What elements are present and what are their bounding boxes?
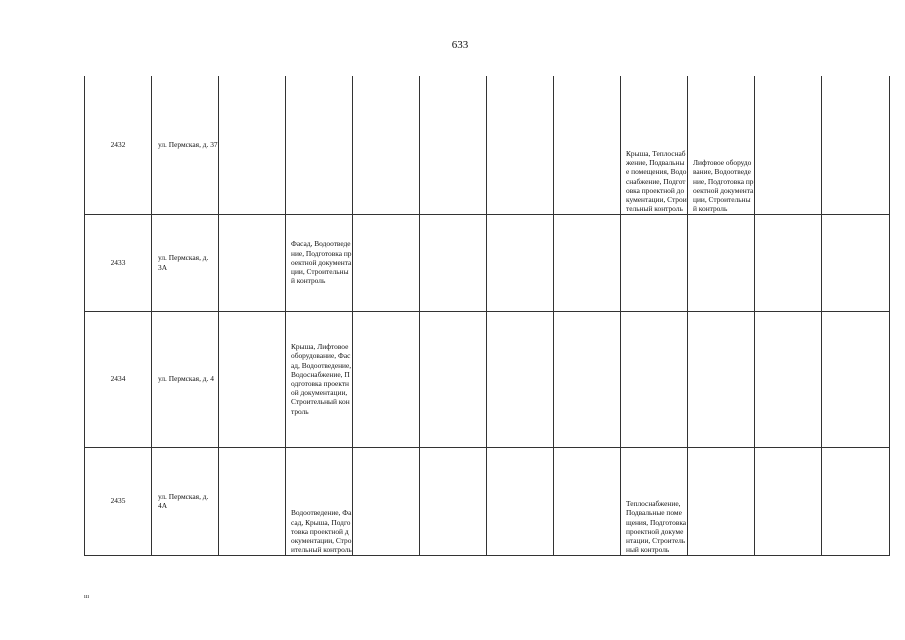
row-number: 2433 [85,214,152,311]
works-cell: Фасад, Водоотведение, Подготовка проектной документации, Строительный контроль [286,214,353,311]
empty-cell [420,311,487,447]
address-cell: ул. Пермская, д. 4 [152,311,219,447]
works-cell: Крыша, Теплоснабжение, Подвальные помещения, Водоснабжение, Подготовка проектной документации, Строительный контроль [621,76,688,214]
works-cell: Теплоснабжение, Подвальные помещения, Подготовка проектной документации, Строительный контроль [621,447,688,555]
empty-cell [487,311,554,447]
table-row [85,214,890,311]
empty-cell [755,447,822,555]
empty-cell [420,214,487,311]
address-cell: ул. Пермская, д. 4А [152,447,219,555]
empty-cell [822,76,890,214]
empty-cell [353,76,420,214]
empty-cell [755,311,822,447]
empty-cell [219,311,286,447]
works-cell [688,214,755,311]
works-cell [688,447,755,555]
empty-cell [420,447,487,555]
empty-cell [219,76,286,214]
empty-cell [554,76,621,214]
table-row [85,76,890,214]
empty-cell [554,447,621,555]
row-number: 2435 [85,447,152,555]
table-row [85,447,890,555]
empty-cell [755,76,822,214]
address-cell: ул. Пермская, д. 37 [152,76,219,214]
works-cell: Крыша, Лифтовое оборудование, Фасад, Водоотведение, Водоснабжение, Подготовка проектной документации, Строительный контроль [286,311,353,447]
empty-cell [822,214,890,311]
works-cell: Водоотведение, Фасад, Крыша, Подготовка проектной документации, Строительный контроль [286,447,353,555]
footer-mark: ııı [84,594,90,600]
row-number: 2432 [85,76,152,214]
works-cell: Лифтовое оборудование, Водоотведение, Подготовка проектной документации, Строительный контроль [688,76,755,214]
empty-cell [487,447,554,555]
empty-cell [755,214,822,311]
works-cell [621,311,688,447]
row-number: 2434 [85,311,152,447]
works-cell [688,311,755,447]
empty-cell [487,214,554,311]
empty-cell [487,76,554,214]
empty-cell [822,311,890,447]
empty-cell [353,214,420,311]
address-cell: ул. Пермская, д. 3А [152,214,219,311]
empty-cell [554,214,621,311]
repair-schedule-table [84,76,890,556]
empty-cell [219,447,286,555]
works-cell [286,76,353,214]
empty-cell [420,76,487,214]
works-cell [621,214,688,311]
empty-cell [353,447,420,555]
empty-cell [219,214,286,311]
empty-cell [554,311,621,447]
table-row [85,311,890,447]
empty-cell [822,447,890,555]
page-number: 633 [451,39,469,51]
empty-cell [353,311,420,447]
